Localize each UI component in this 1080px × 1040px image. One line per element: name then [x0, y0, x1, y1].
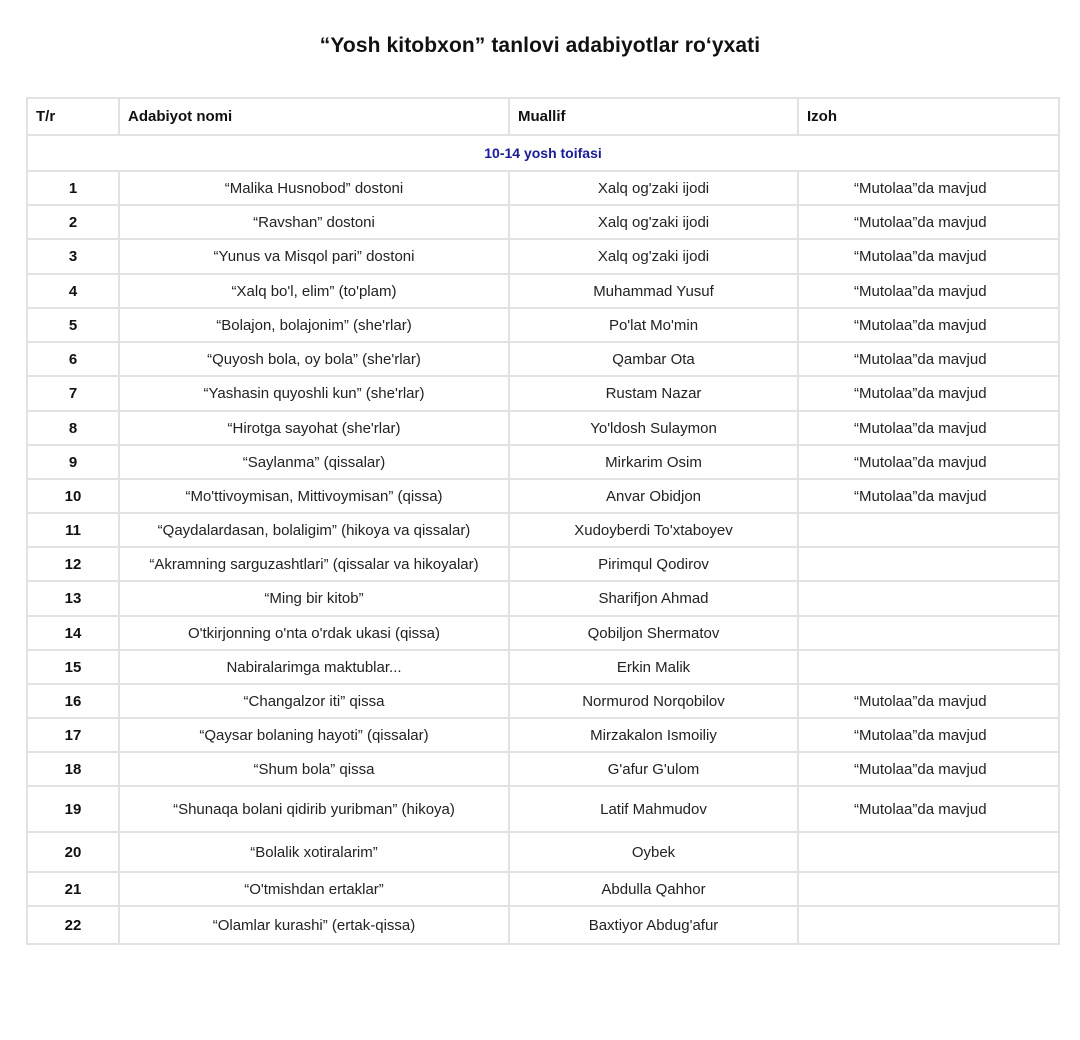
header-row: [27, 98, 1059, 135]
note-cell: “Mutolaa”da mavjud: [798, 411, 1059, 445]
note-cell: [798, 832, 1059, 872]
table-row: [27, 832, 1059, 872]
book-title: “Quyosh bola, oy bola” (she'rlar): [119, 342, 509, 376]
row-number: 22: [27, 906, 119, 944]
row-number: 19: [27, 786, 119, 832]
note-cell: “Mutolaa”da mavjud: [798, 308, 1059, 342]
row-number: 8: [27, 411, 119, 445]
header-author: Muallif: [509, 98, 798, 135]
table-row: [27, 650, 1059, 684]
book-title: “Changalzor iti” qissa: [119, 684, 509, 718]
note-cell: [798, 547, 1059, 581]
author-name: Qobiljon Shermatov: [509, 616, 798, 650]
note-cell: [798, 906, 1059, 944]
book-title: “Saylanma” (qissalar): [119, 445, 509, 479]
author-name: Erkin Malik: [509, 650, 798, 684]
note-cell: [798, 872, 1059, 906]
table-row: [27, 274, 1059, 308]
note-cell: [798, 616, 1059, 650]
table-row: [27, 513, 1059, 547]
book-title: Nabiralarimga maktublar...: [119, 650, 509, 684]
book-title: “Ming bir kitob”: [119, 581, 509, 616]
note-cell: “Mutolaa”da mavjud: [798, 342, 1059, 376]
book-title: “Ravshan” dostoni: [119, 205, 509, 239]
book-title: “Yunus va Misqol pari” dostoni: [119, 239, 509, 274]
author-name: Xalq og'zaki ijodi: [509, 239, 798, 274]
row-number: 17: [27, 718, 119, 752]
book-title: “Qaysar bolaning hayoti” (qissalar): [119, 718, 509, 752]
section-row: [27, 135, 1059, 171]
row-number: 6: [27, 342, 119, 376]
book-title: “Qaydalardasan, bolaligim” (hikoya va qissalar): [119, 513, 509, 547]
table-row: [27, 376, 1059, 411]
row-number: 11: [27, 513, 119, 547]
author-name: Rustam Nazar: [509, 376, 798, 411]
author-name: Mirzakalon Ismoiliy: [509, 718, 798, 752]
table-row: [27, 786, 1059, 832]
row-number: 10: [27, 479, 119, 513]
table-row: [27, 581, 1059, 616]
book-title: “Shunaqa bolani qidirib yuribman” (hikoya): [119, 786, 509, 832]
note-cell: “Mutolaa”da mavjud: [798, 786, 1059, 832]
row-number: 21: [27, 872, 119, 906]
note-cell: “Mutolaa”da mavjud: [798, 718, 1059, 752]
row-number: 1: [27, 171, 119, 205]
table-row: [27, 547, 1059, 581]
author-name: Abdulla Qahhor: [509, 872, 798, 906]
author-name: Muhammad Yusuf: [509, 274, 798, 308]
author-name: Mirkarim Osim: [509, 445, 798, 479]
book-title: “Yashasin quyoshli kun” (she'rlar): [119, 376, 509, 411]
note-cell: “Mutolaa”da mavjud: [798, 274, 1059, 308]
row-number: 16: [27, 684, 119, 718]
section-title: 10-14 yosh toifasi: [27, 135, 1059, 171]
table-row: [27, 205, 1059, 239]
table-row: [27, 718, 1059, 752]
book-title: “Mo'ttivoymisan, Mittivoymisan” (qissa): [119, 479, 509, 513]
note-cell: [798, 513, 1059, 547]
table-row: [27, 616, 1059, 650]
table-row: [27, 171, 1059, 205]
row-number: 13: [27, 581, 119, 616]
note-cell: “Mutolaa”da mavjud: [798, 376, 1059, 411]
table-row: [27, 342, 1059, 376]
row-number: 20: [27, 832, 119, 872]
note-cell: “Mutolaa”da mavjud: [798, 171, 1059, 205]
book-title: “Xalq bo'l, elim” (to'plam): [119, 274, 509, 308]
row-number: 14: [27, 616, 119, 650]
header-note: Izoh: [798, 98, 1059, 135]
author-name: Xudoyberdi To'xtaboyev: [509, 513, 798, 547]
row-number: 15: [27, 650, 119, 684]
author-name: Oybek: [509, 832, 798, 872]
book-title: “Bolalik xotiralarim”: [119, 832, 509, 872]
note-cell: “Mutolaa”da mavjud: [798, 684, 1059, 718]
book-title: “Olamlar kurashi” (ertak-qissa): [119, 906, 509, 944]
table-row: [27, 445, 1059, 479]
book-title: “Shum bola” qissa: [119, 752, 509, 786]
page-title: “Yosh kitobxon” tanlovi adabiyotlar ro‘yxati: [319, 34, 761, 57]
note-cell: “Mutolaa”da mavjud: [798, 445, 1059, 479]
author-name: Xalq og'zaki ijodi: [509, 205, 798, 239]
table-row: [27, 239, 1059, 274]
table-row: [27, 308, 1059, 342]
author-name: Sharifjon Ahmad: [509, 581, 798, 616]
table-row: [27, 684, 1059, 718]
table-row: [27, 752, 1059, 786]
author-name: Yo'ldosh Sulaymon: [509, 411, 798, 445]
note-cell: “Mutolaa”da mavjud: [798, 239, 1059, 274]
book-title: “O'tmishdan ertaklar”: [119, 872, 509, 906]
author-name: Anvar Obidjon: [509, 479, 798, 513]
table-row: [27, 411, 1059, 445]
literature-table: [26, 97, 1060, 945]
author-name: Xalq og'zaki ijodi: [509, 171, 798, 205]
table-row: [27, 906, 1059, 944]
note-cell: “Mutolaa”da mavjud: [798, 479, 1059, 513]
row-number: 5: [27, 308, 119, 342]
table-row: [27, 872, 1059, 906]
book-title: “Malika Husnobod” dostoni: [119, 171, 509, 205]
header-num: T/r: [27, 98, 119, 135]
row-number: 2: [27, 205, 119, 239]
author-name: Latif Mahmudov: [509, 786, 798, 832]
note-cell: [798, 581, 1059, 616]
author-name: Pirimqul Qodirov: [509, 547, 798, 581]
row-number: 4: [27, 274, 119, 308]
row-number: 9: [27, 445, 119, 479]
author-name: G'afur G'ulom: [509, 752, 798, 786]
book-title: “Hirotga sayohat (she'rlar): [119, 411, 509, 445]
note-cell: “Mutolaa”da mavjud: [798, 752, 1059, 786]
row-number: 12: [27, 547, 119, 581]
note-cell: [798, 650, 1059, 684]
author-name: Po'lat Mo'min: [509, 308, 798, 342]
author-name: Baxtiyor Abdug'afur: [509, 906, 798, 944]
author-name: Normurod Norqobilov: [509, 684, 798, 718]
row-number: 18: [27, 752, 119, 786]
book-title: “Bolajon, bolajonim” (she'rlar): [119, 308, 509, 342]
table-row: [27, 479, 1059, 513]
book-title: “Akramning sarguzashtlari” (qissalar va hikoyalar): [119, 547, 509, 581]
book-title: O'tkirjonning o'nta o'rdak ukasi (qissa): [119, 616, 509, 650]
header-name: Adabiyot nomi: [119, 98, 509, 135]
row-number: 7: [27, 376, 119, 411]
note-cell: “Mutolaa”da mavjud: [798, 205, 1059, 239]
author-name: Qambar Ota: [509, 342, 798, 376]
row-number: 3: [27, 239, 119, 274]
